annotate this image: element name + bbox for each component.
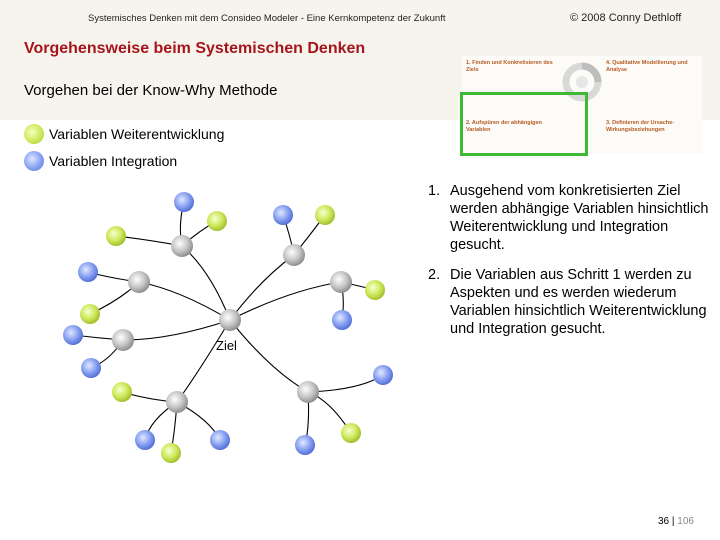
integration-node — [332, 310, 352, 330]
integration-node — [135, 430, 155, 450]
aspect-node — [166, 391, 188, 413]
development-node — [106, 226, 126, 246]
integration-node — [373, 365, 393, 385]
thumbnail-step-2: 2. Aufspüren der abhängigen Variablen — [466, 120, 542, 133]
integration-node — [63, 325, 83, 345]
step-text: Ausgehend vom konkretisierten Ziel werden abhängige Variablen hinsichtlich Weiterentwicklung und Integration gesucht. — [450, 183, 709, 253]
integration-node — [295, 435, 315, 455]
total-pages: 106 — [677, 516, 694, 527]
goal-label: Ziel — [216, 338, 237, 353]
integration-node — [81, 358, 101, 378]
development-node — [112, 382, 132, 402]
list-item — [428, 182, 710, 254]
step-number: 1. — [428, 183, 441, 199]
step-text: Die Variablen aus Schritt 1 werden zu Aspekten und es werden wiederum Variablen hinsichtlich Weiterentwicklung und Integration gesucht. — [450, 267, 707, 337]
list-item — [428, 266, 710, 338]
development-node — [341, 423, 361, 443]
aspect-node — [112, 329, 134, 351]
page-number — [658, 516, 694, 527]
development-node — [315, 205, 335, 225]
development-node — [80, 304, 100, 324]
legend-label: Variablen Integration — [49, 153, 178, 169]
development-node — [207, 211, 227, 231]
page-subtitle: Vorgehen bei der Know-Why Methode — [24, 82, 278, 99]
integration-node — [210, 430, 230, 450]
aspect-node — [283, 244, 305, 266]
goal-node — [219, 309, 241, 331]
integration-node — [78, 262, 98, 282]
thumbnail-step-1: 1. Finden und Konkretisieren des Ziels — [466, 60, 553, 73]
aspect-node — [128, 271, 150, 293]
legend-label: Variablen Weiterentwicklung — [49, 126, 225, 142]
thumbnail-step-3: 3. Definieren der Ursache-Wirkungsbeziehungen — [606, 120, 675, 133]
integration-node — [273, 205, 293, 225]
thumbnail-step-4: 4. Qualitative Modellierung und Analyse — [606, 60, 688, 73]
development-node — [161, 443, 181, 463]
page-title: Vorgehensweise beim Systemischen Denken — [24, 40, 366, 57]
aspect-node — [297, 381, 319, 403]
header-text: Systemisches Denken mit dem Consideo Modeler - Eine Kernkompetenz der Zukunft — [88, 13, 446, 24]
steps-list — [428, 182, 710, 350]
aspect-node — [171, 235, 193, 257]
step-number: 2. — [428, 267, 441, 283]
copyright-text: © 2008 Conny Dethloff — [570, 12, 682, 24]
page-separator: | — [671, 516, 675, 527]
current-page: 36 — [658, 516, 670, 527]
development-node — [365, 280, 385, 300]
aspect-node — [330, 271, 352, 293]
integration-node — [174, 192, 194, 212]
